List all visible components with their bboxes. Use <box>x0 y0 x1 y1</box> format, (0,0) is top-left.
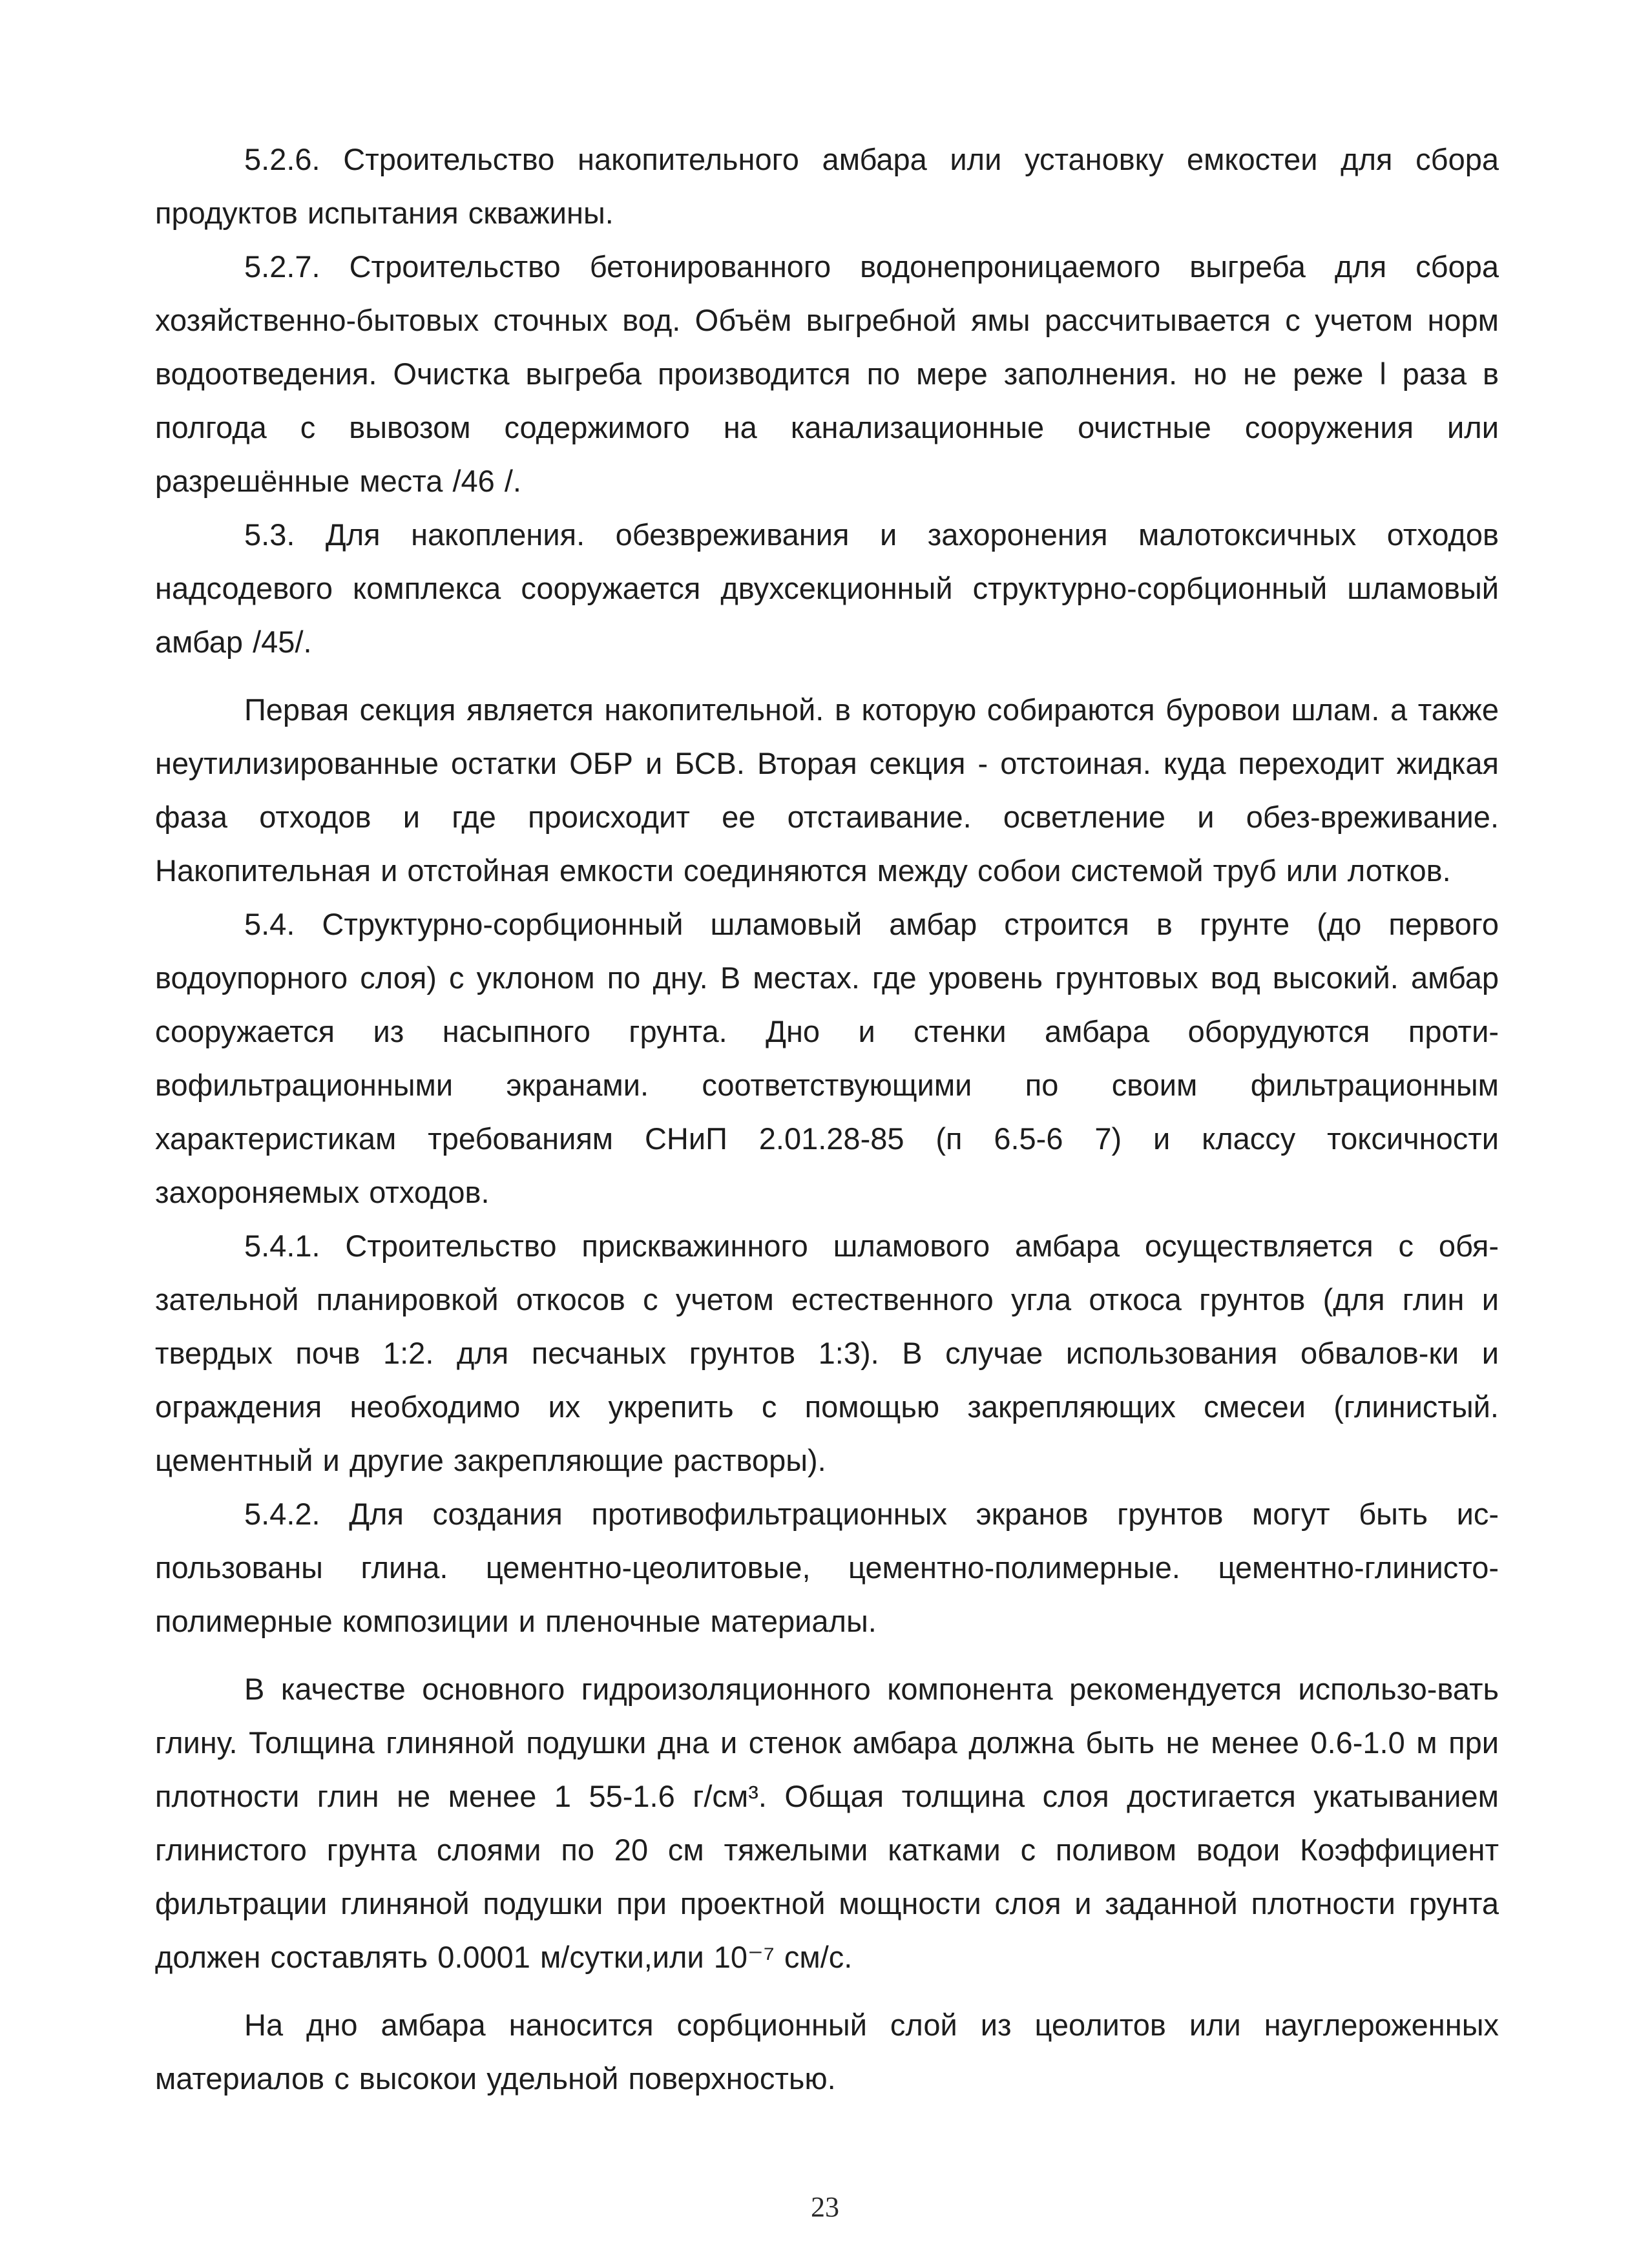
paragraph-first-section: Первая секция является накопительной. в которую собираются буровои шлам. а также неутилизированные остатки ОБР и БСВ. Вторая секция - отстоиная. куда переходит жидкая фаза отходов и где происходит ее отстаивание. осветление и обез-вреживание. Накопительная и отстойная емкости соединяются между собои системой труб или лотков. <box>155 692 1499 888</box>
paragraph-5-2-7: 5.2.7. Строительство бетонированного водонепроницаемого выгреба для сбора хозяйственно-бытовых сточных вод. Объём выгребной ямы рассчитывается с учетом норм водоотведения. Очистка выгреба производится по мере заполнения. но не реже l раза в полгода с вывозом содержимого на канализационные очистные сооружения или разрешённые места /46 /. <box>155 249 1499 498</box>
document-body <box>155 132 1499 2105</box>
paragraph-clay-component: В качестве основного гидроизоляционного компонента рекомендуется использо-вать глину. Толщина глиняной подушки дна и стенок амбара должна быть не менее 0.6-1.0 м при плотности глин не менее 1 55-1.6 г/см³. Общая толщина слоя достигается укатыванием глинистого грунта слоями по 20 см тяжелыми катками с поливом водои Коэффициент фильтрации глиняной подушки при проектной мощности слоя и заданной плотности грунта должен составлять 0.0001 м/сутки,или 10⁻⁷ см/с. <box>155 1672 1499 1974</box>
paragraph-5-3: 5.3. Для накопления. обезвреживания и захоронения малотоксичных отходов надсодевого комплекса сооружается двухсекционный структурно-сорбционный шламовый амбар /45/. <box>155 517 1499 659</box>
paragraph-5-4-2: 5.4.2. Для создания противофильтрационных экранов грунтов могут быть ис-пользованы глина. цементно-цеолитовые, цементно-полимерные. цементно-глинисто-полимерные композиции и пленочные материалы. <box>155 1497 1499 1638</box>
page-number: 23 <box>811 2191 839 2223</box>
paragraph-5-4-1: 5.4.1. Строительство прискважинного шламового амбара осуществляется с обя-зательной планировкой откосов с учетом естественного угла откоса грунтов (для глин и твердых почв 1:2. для песчаных грунтов 1:3). В случае использования обвалов-ки и ограждения необходимо их укрепить с помощью закрепляющих смесеи (глинистый. цементный и другие закрепляющие растворы). <box>155 1229 1499 1477</box>
paragraph-sorption-layer: На дно амбара наносится сорбционный слой из цеолитов или науглероженных материалов с высокои удельной поверхностью. <box>155 2008 1499 2096</box>
paragraph-5-4: 5.4. Структурно-сорбционный шламовый амбар строится в грунте (до первого водоупорного слоя) с уклоном по дну. В местах. где уровень грунтовых вод высокий. амбар сооружается из насыпного грунта. Дно и стенки амбара оборудуются проти-вофильтрационными экранами. соответствующими по своим фильтрационным характеристикам требованиям СНиП 2.01.28-85 (п 6.5-6 7) и классу токсичности захороняемых отходов. <box>155 907 1499 1209</box>
paragraph-5-2-6: 5.2.6. Строительство накопительного амбара или установку емкостеи для сбора продуктов испытания скважины. <box>155 142 1499 230</box>
